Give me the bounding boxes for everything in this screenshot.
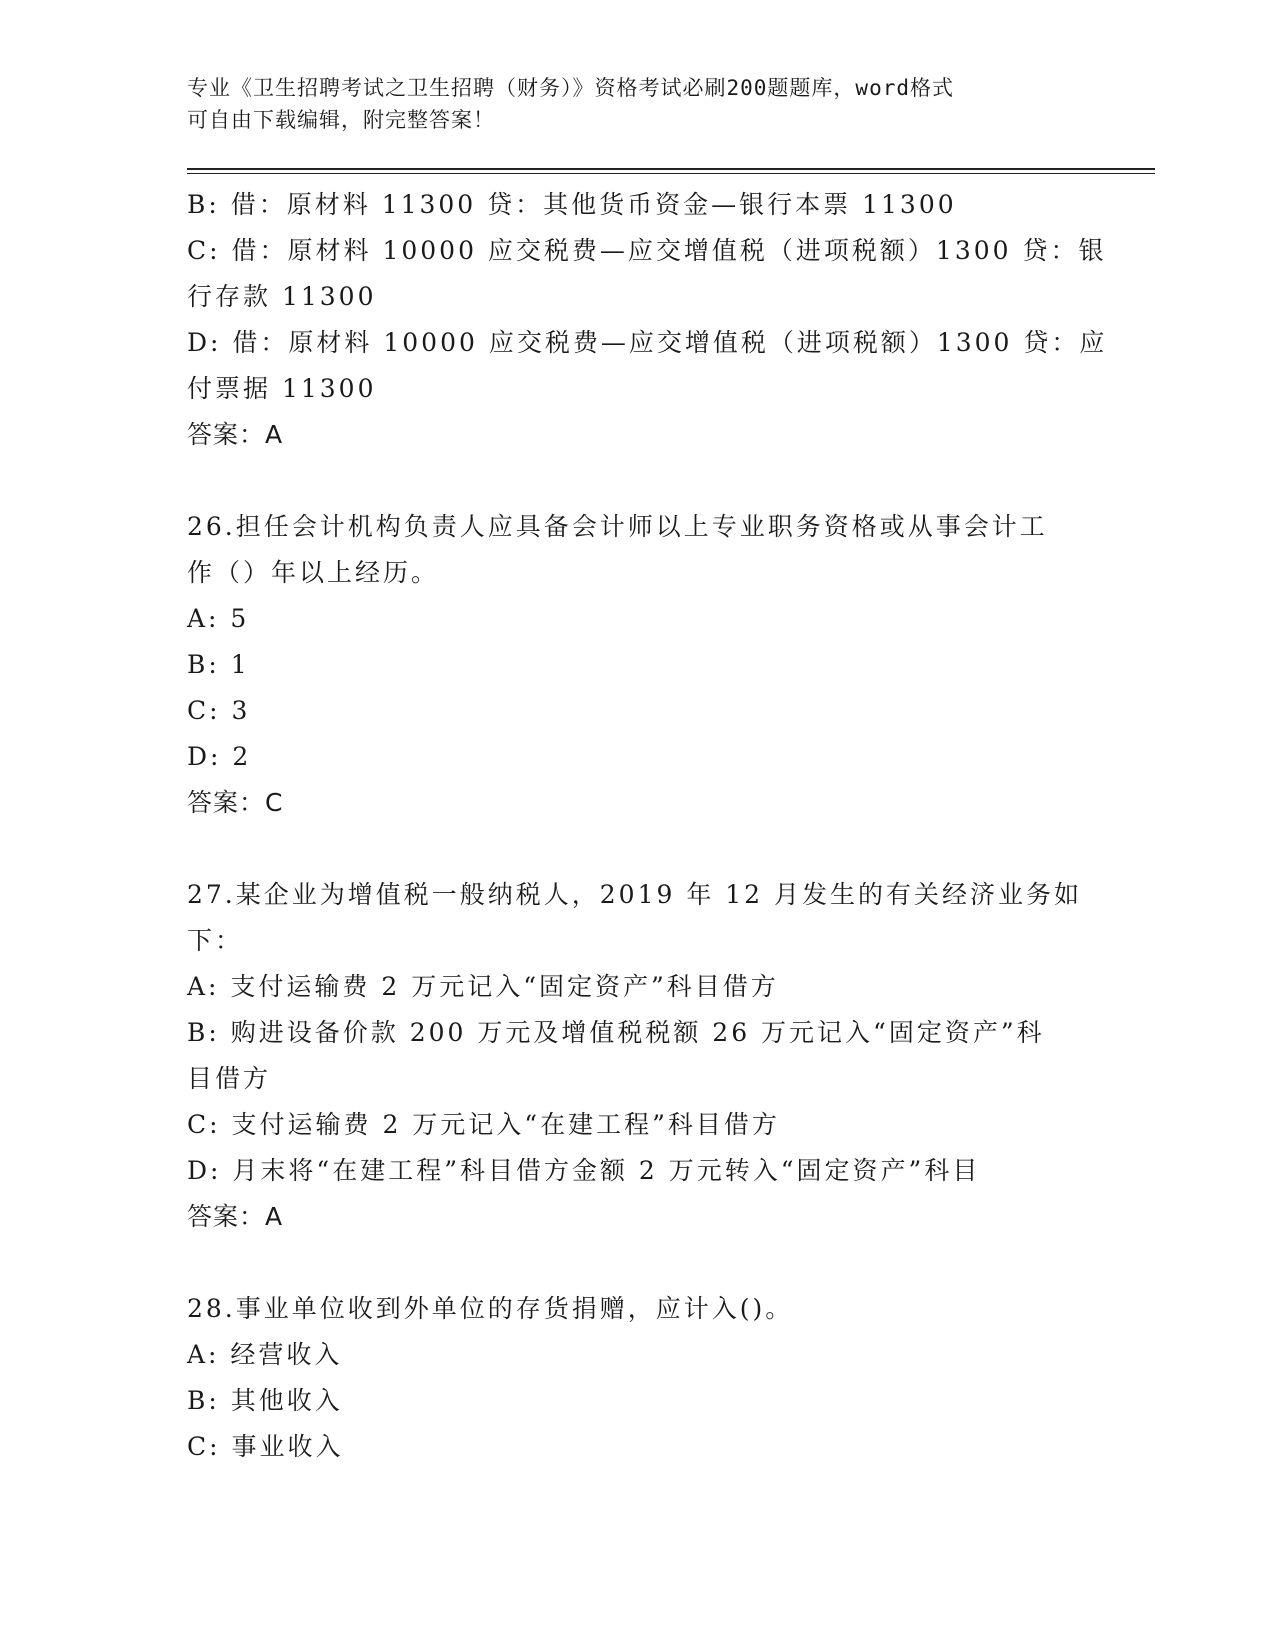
document-page	[187, 72, 1147, 1470]
question-25-tail	[187, 182, 1147, 458]
question-27	[187, 872, 1147, 1240]
option-b: B: 其他收入	[187, 1386, 343, 1415]
option-b-line-1: B: 购进设备价款 200 万元及增值税税额 26 万元记入“固定资产”科	[187, 1018, 1045, 1047]
option-d: D: 月末将“在建工程”科目借方金额 2 万元转入“固定资产”科目	[187, 1156, 981, 1185]
option-d-line-2: 付票据 11300	[187, 374, 377, 403]
question-stem-line-1: 27.某企业为增值税一般纳税人，2019 年 12 月发生的有关经济业务如	[187, 880, 1083, 909]
document-header	[187, 72, 1067, 136]
answer: 答案：C	[187, 788, 284, 817]
option-b: B: 借：原材料 11300 贷：其他货币资金—银行本票 11300	[187, 190, 957, 219]
header-line-1: 专业《卫生招聘考试之卫生招聘（财务）》资格考试必刷200题题库，word格式	[187, 76, 954, 100]
option-c: C: 支付运输费 2 万元记入“在建工程”科目借方	[187, 1110, 780, 1139]
option-c-line-2: 行存款 11300	[187, 282, 377, 311]
option-a: A: 支付运输费 2 万元记入“固定资产”科目借方	[187, 972, 779, 1001]
option-c: C: 事业收入	[187, 1432, 344, 1461]
spacer	[187, 826, 1147, 872]
question-stem-line-2: 下：	[187, 926, 244, 955]
question-26	[187, 504, 1147, 826]
question-28	[187, 1286, 1147, 1470]
question-stem-line-1: 26.担任会计机构负责人应具备会计师以上专业职务资格或从事会计工	[187, 512, 1048, 541]
option-b: B: 1	[187, 650, 250, 679]
option-d-line-1: D: 借：原材料 10000 应交税费—应交增值税（进项税额）1300 贷：应	[187, 328, 1108, 357]
answer: 答案：A	[187, 1202, 284, 1231]
option-d: D: 2	[187, 742, 252, 771]
option-a: A: 经营收入	[187, 1340, 343, 1369]
spacer	[187, 1240, 1147, 1286]
question-stem-line-2: 作（）年以上经历。	[187, 558, 440, 587]
spacer	[187, 458, 1147, 504]
answer: 答案：A	[187, 420, 284, 449]
option-a: A: 5	[187, 604, 250, 633]
option-b-line-2: 目借方	[187, 1064, 272, 1093]
question-stem-line-1: 28.事业单位收到外单位的存货捐赠，应计入()。	[187, 1294, 794, 1323]
option-c: C: 3	[187, 696, 251, 725]
question-content	[187, 182, 1147, 1470]
option-c-line-1: C: 借：原材料 10000 应交税费—应交增值税（进项税额）1300 贷：银	[187, 236, 1107, 265]
header-line-2: 可自由下载编辑，附完整答案！	[187, 108, 495, 132]
header-divider	[187, 168, 1155, 174]
